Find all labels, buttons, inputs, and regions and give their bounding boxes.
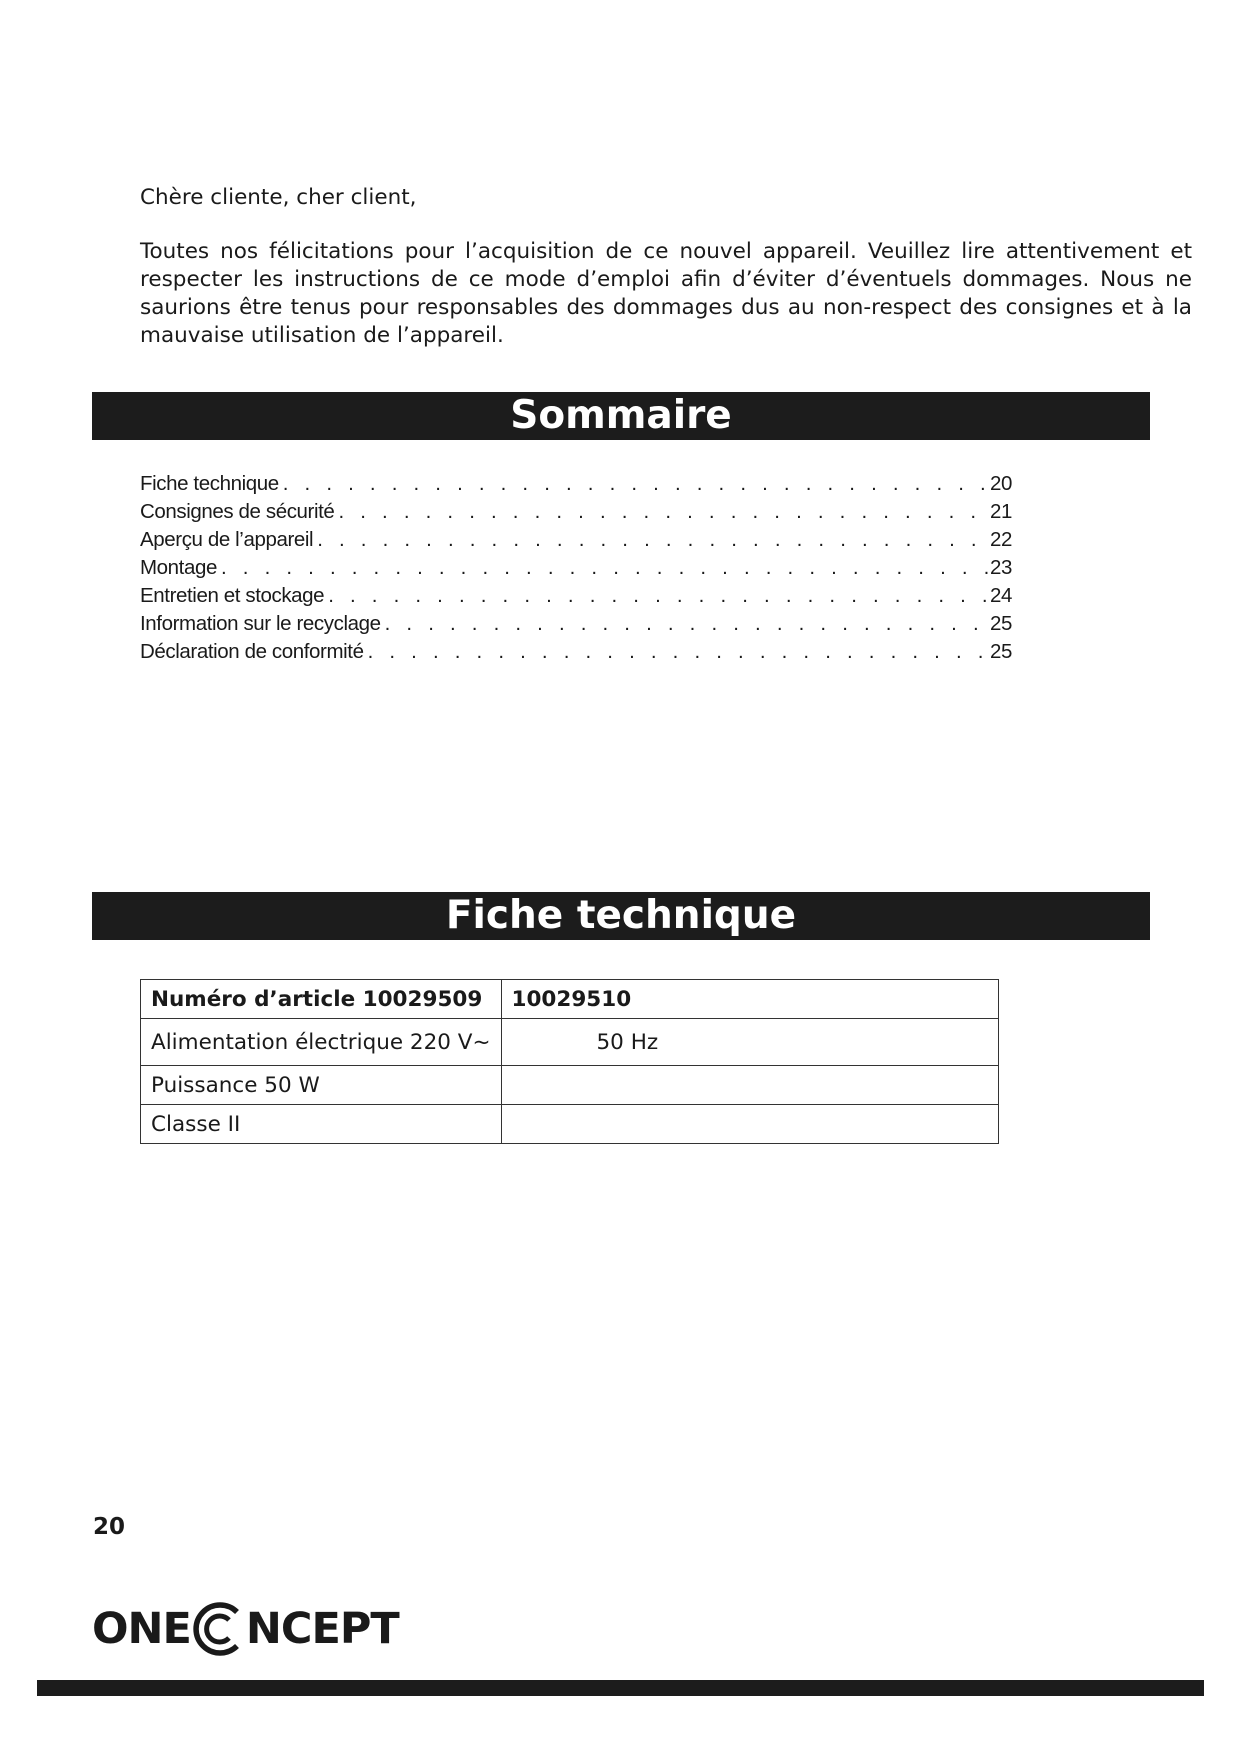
page-number: 20 (93, 1514, 126, 1540)
spec-label: Alimentation électrique 220 V~ (141, 1019, 502, 1066)
toc-item[interactable] (140, 498, 1012, 526)
intro-text (140, 184, 1192, 350)
toc-leader-dots (217, 554, 990, 582)
toc-item-page: 24 (989, 584, 1012, 607)
greeting: Chère cliente, cher client, (140, 185, 417, 210)
logo-text-right: NCEPT (245, 1604, 399, 1654)
toc-leader-dots (279, 470, 990, 498)
toc-item-page: 22 (989, 528, 1012, 551)
table-row (141, 1066, 999, 1105)
toc-leader-dots (334, 498, 990, 526)
toc-item-page: 21 (989, 500, 1012, 523)
toc-item-title: Montage (140, 556, 217, 579)
toc-item-title: Consignes de sécurité (140, 500, 335, 523)
table-row (141, 1105, 999, 1144)
table-of-contents (140, 470, 1012, 666)
toc-leader-dots (313, 526, 990, 554)
footer-bar (37, 1680, 1204, 1696)
toc-leader-dots (381, 610, 990, 638)
toc-item[interactable] (140, 610, 1012, 638)
toc-item-title: Déclaration de conformité (140, 640, 364, 663)
spec-label: Puissance 50 W (141, 1066, 502, 1105)
table-row (141, 1019, 999, 1066)
toc-item-page: 23 (989, 556, 1012, 579)
toc-leader-dots (324, 582, 990, 610)
spec-value (501, 1066, 999, 1105)
toc-item-title: Entretien et stockage (140, 584, 325, 607)
toc-item[interactable] (140, 526, 1012, 554)
logo-text-left: ONE (92, 1604, 191, 1654)
intro-paragraph: Toutes nos félicitations pour l’acquisition de ce nouvel appareil. Veuillez lire attentivement et respecter les instructions de ce mode d’emploi afin d’éviter d’éventuels dommages. Nous ne saurions être tenus pour responsables des dommages dus au non-respect des consignes et à la mauvaise utilisation de l’appareil. (140, 239, 1192, 348)
toc-leader-dots (364, 638, 990, 666)
spec-label: Classe II (141, 1105, 502, 1144)
sommaire-heading: Sommaire (92, 392, 1150, 440)
spec-value: 50 Hz (501, 1019, 999, 1066)
logo-circle-c-icon (193, 1600, 245, 1658)
toc-item-title: Fiche technique (140, 472, 279, 495)
spec-label: Numéro d’article 10029509 (141, 980, 502, 1019)
toc-item-page: 20 (989, 472, 1012, 495)
toc-item[interactable] (140, 638, 1012, 666)
toc-item-title: Information sur le recyclage (140, 612, 381, 635)
oneconcept-logo (92, 1600, 399, 1658)
toc-item[interactable] (140, 470, 1012, 498)
toc-item-page: 25 (989, 640, 1012, 663)
fiche-technique-heading: Fiche technique (92, 892, 1150, 940)
table-row (141, 980, 999, 1019)
toc-item[interactable] (140, 554, 1012, 582)
spec-value: 10029510 (501, 980, 999, 1019)
spec-table (140, 979, 999, 1144)
toc-item[interactable] (140, 582, 1012, 610)
toc-item-title: Aperçu de l’appareil (140, 528, 314, 551)
toc-item-page: 25 (989, 612, 1012, 635)
spec-value (501, 1105, 999, 1144)
